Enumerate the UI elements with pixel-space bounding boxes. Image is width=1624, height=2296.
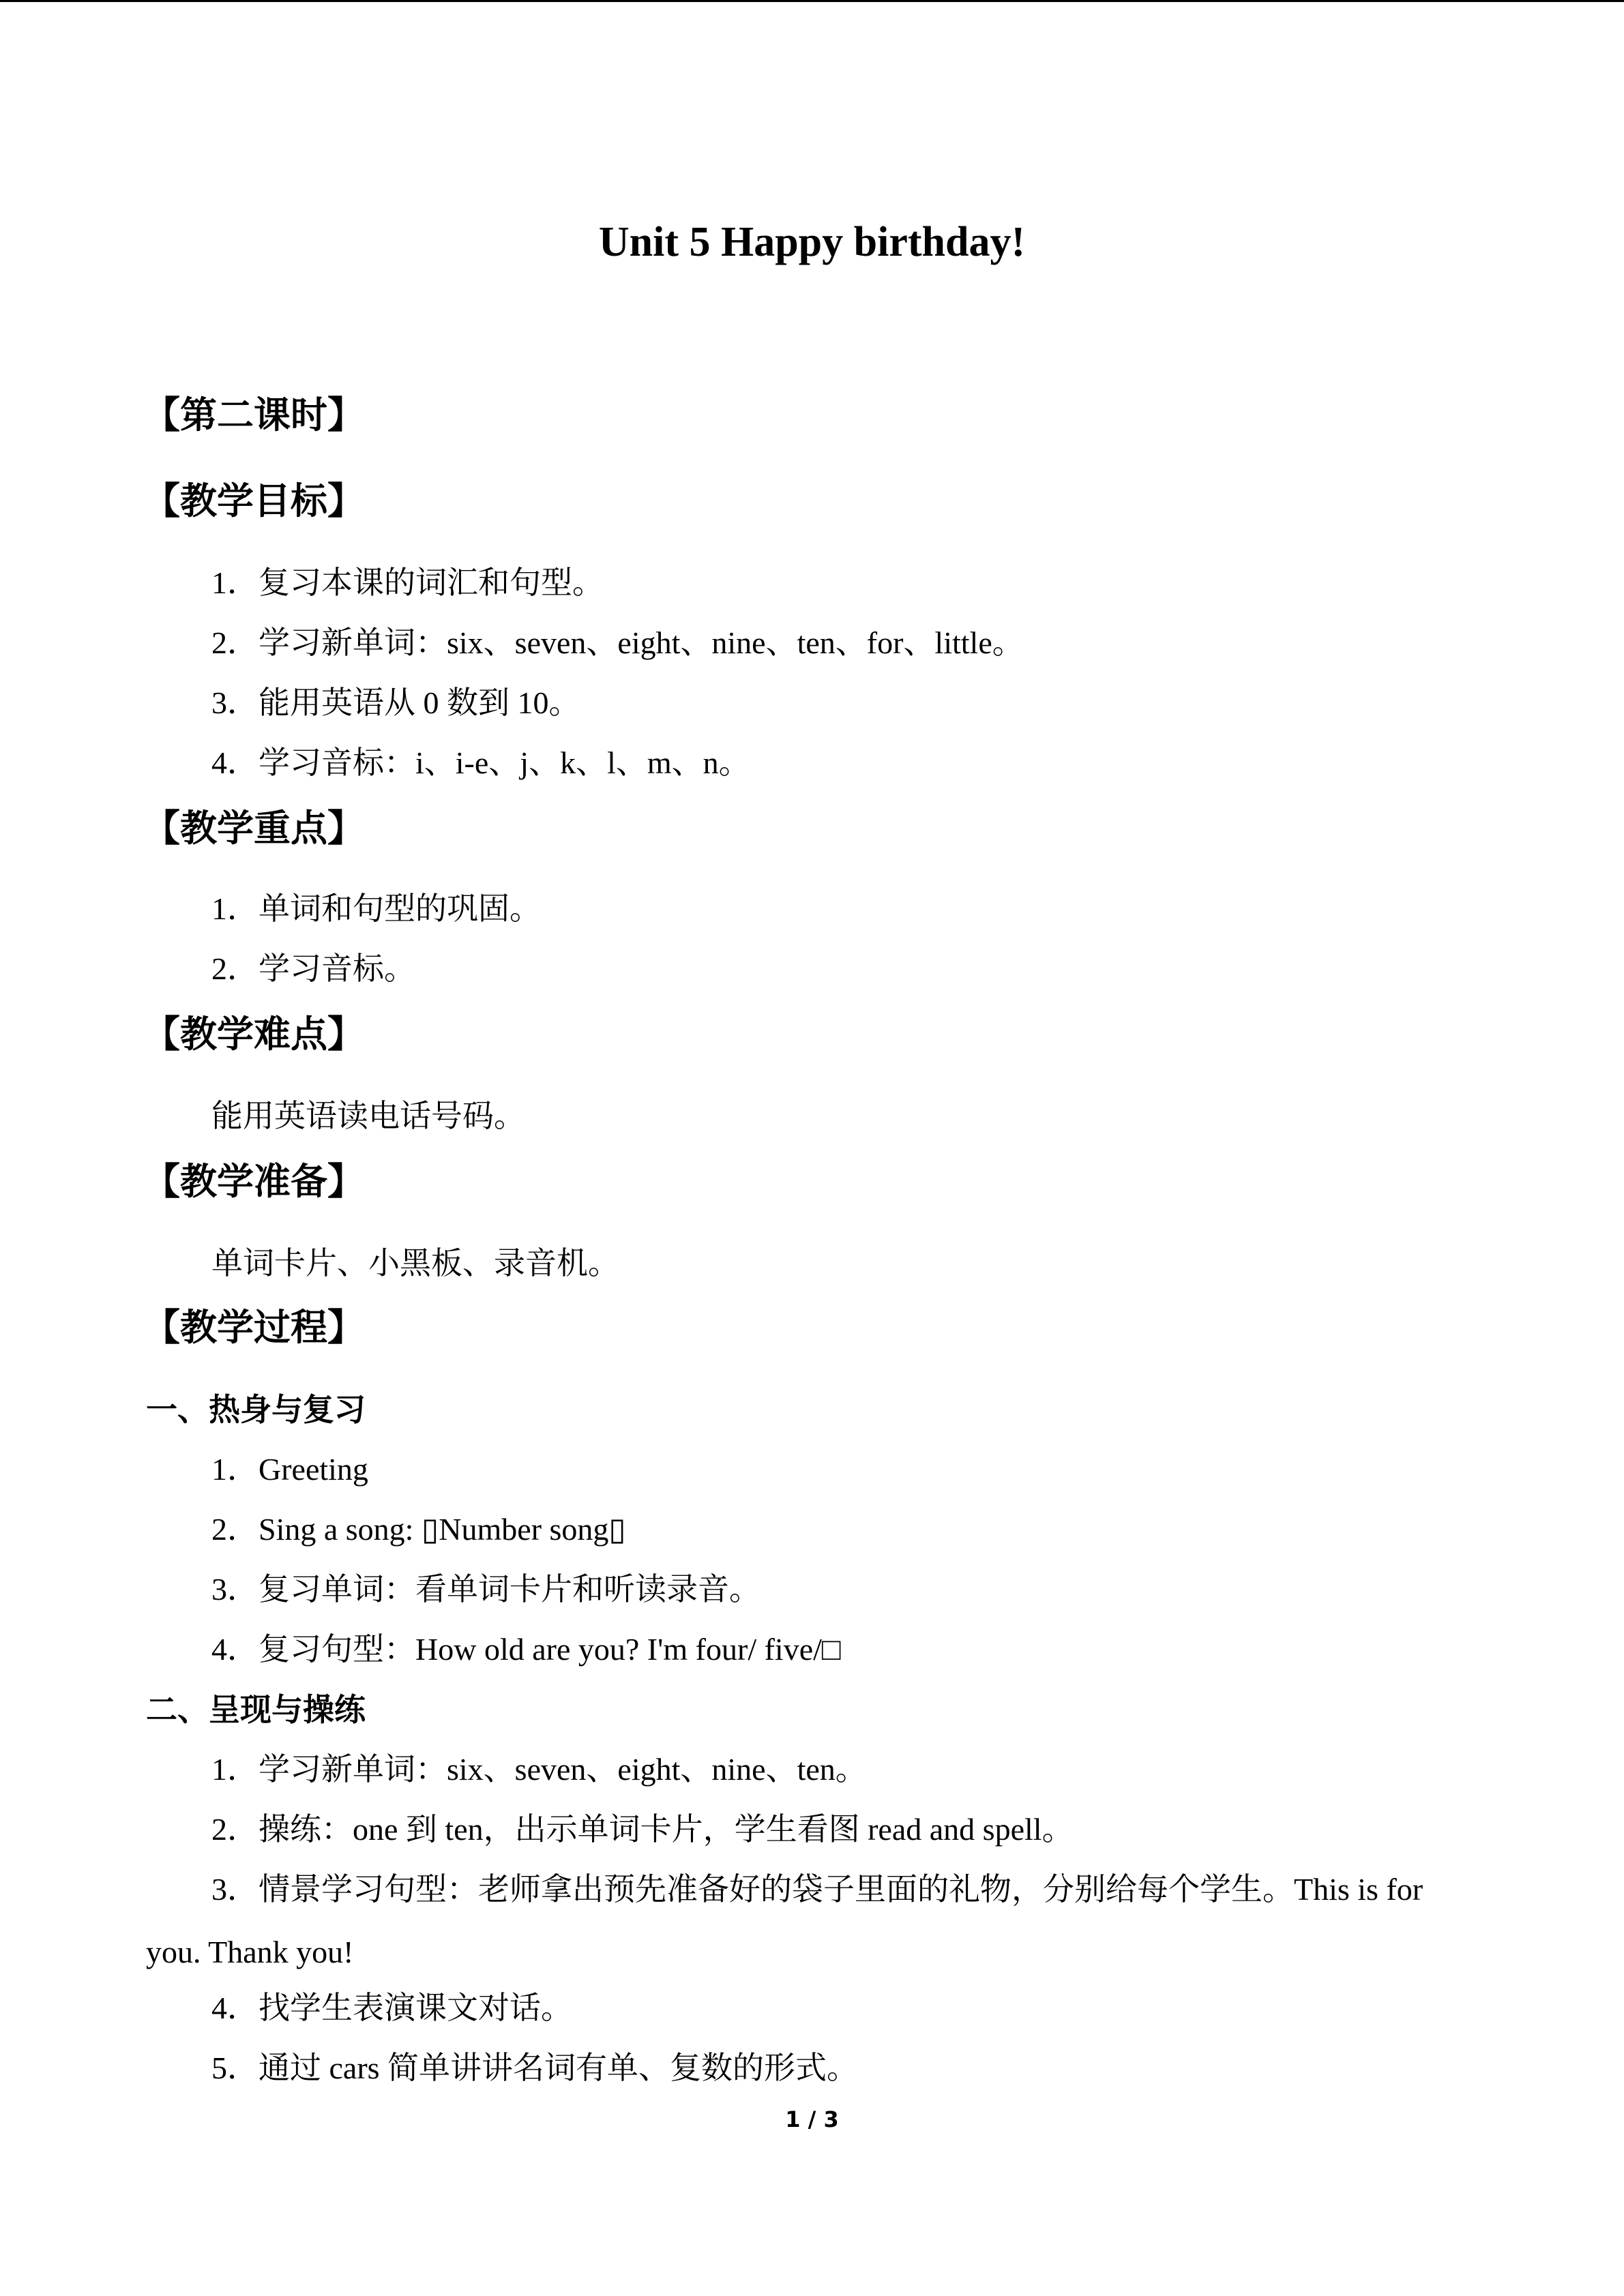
lesson-label: 【第二课时】 [143, 393, 364, 436]
document-title: Unit 5 Happy birthday! [598, 219, 1026, 265]
difficulties-heading: 【教学难点】 [143, 1013, 364, 1056]
objective-item-4: 4．学习音标：i、i-e、j、k、l、m、n。 [211, 745, 750, 780]
presentation-item-1: 1．学习新单词：six、seven、eight、nine、ten。 [211, 1752, 867, 1787]
presentation-item-3-continuation: you. Thank you! [146, 1935, 354, 1969]
presentation-item-2: 2．操练：one 到 ten，出示单词卡片，学生看图 read and spell。 [211, 1812, 1074, 1847]
presentation-item-3: 3．情景学习句型：老师拿出预先准备好的袋子里面的礼物，分别给每个学生。This is for [211, 1872, 1423, 1907]
warmup-item-1: 1．Greeting [211, 1452, 368, 1487]
page-number: 1 / 3 [785, 2106, 839, 2132]
difficulties-text: 能用英语读电话号码。 [211, 1099, 525, 1133]
section-warmup-title: 一、热身与复习 [146, 1391, 366, 1428]
section-presentation-title: 二、呈现与操练 [146, 1691, 366, 1728]
warmup-item-4: 4．复习句型：How old are you? I'm four/ five/□ [211, 1632, 841, 1667]
objective-item-3: 3．能用英语从 0 数到 10。 [211, 685, 580, 720]
process-heading: 【教学过程】 [143, 1306, 364, 1349]
objective-item-1: 1．复习本课的词汇和句型。 [211, 565, 604, 600]
preparation-text: 单词卡片、小黑板、录音机。 [211, 1246, 619, 1281]
warmup-item-2: 2．Sing a song: ▯Number song▯ [211, 1512, 626, 1547]
objectives-heading: 【教学目标】 [143, 479, 364, 522]
presentation-item-5: 5．通过 cars 简单讲讲名词有单、复数的形式。 [211, 2051, 859, 2085]
key-points-heading: 【教学重点】 [143, 807, 364, 850]
preparation-heading: 【教学准备】 [143, 1160, 364, 1203]
objective-item-2: 2．学习新单词：six、seven、eight、nine、ten、for、little。 [211, 625, 1024, 660]
key-point-item-2: 2．学习音标。 [211, 951, 415, 986]
presentation-item-4: 4．找学生表演课文对话。 [211, 1991, 572, 2025]
warmup-item-3: 3．复习单词：看单词卡片和听读录音。 [211, 1572, 761, 1607]
key-point-item-1: 1．单词和句型的巩固。 [211, 891, 541, 926]
